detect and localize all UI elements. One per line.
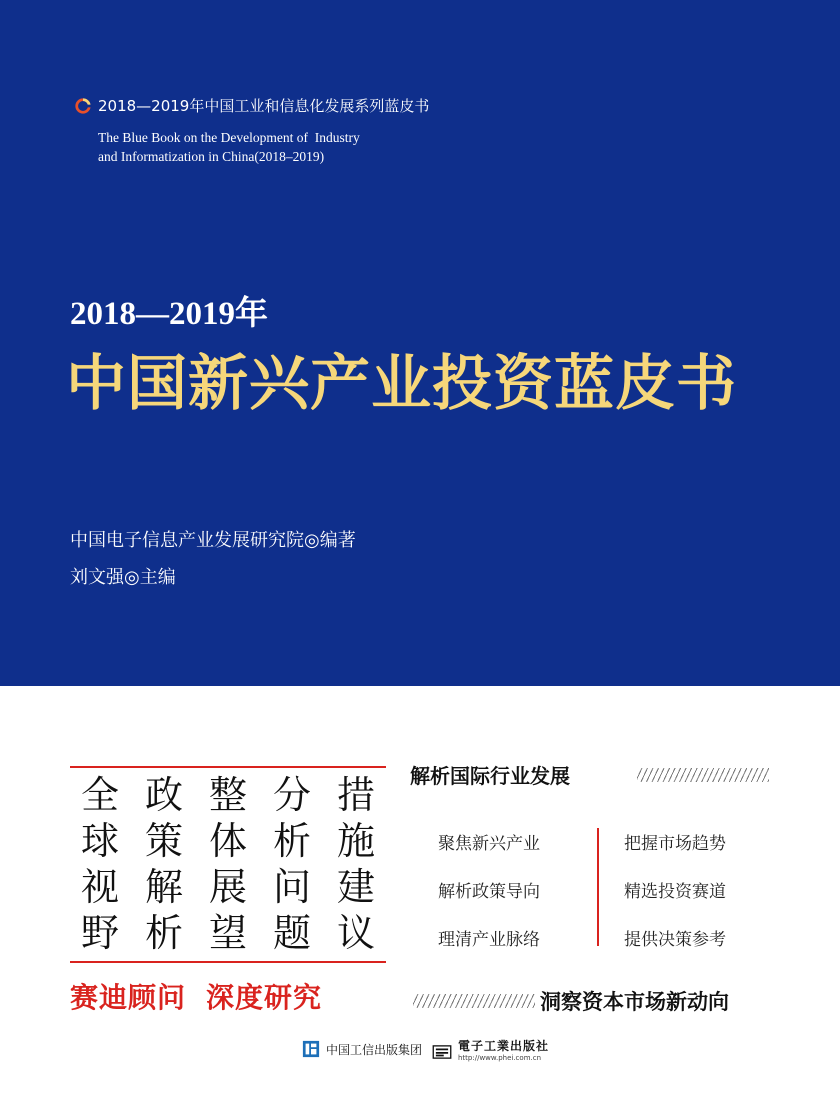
red-divider-bottom <box>70 961 386 963</box>
hatch-decoration-top <box>637 768 769 782</box>
publisher-group <box>302 1040 422 1058</box>
slogan-right: 深度研究 <box>206 981 323 1014</box>
miit-press-logo-icon <box>302 1040 320 1058</box>
grid-char: 望 <box>208 911 247 955</box>
feature-item: 提供决策参考 <box>624 930 726 950</box>
grid-char: 建 <box>336 865 375 909</box>
grid-char: 问 <box>272 865 311 909</box>
hatch-decoration-bottom <box>413 994 535 1008</box>
red-divider-top <box>70 766 386 768</box>
feature-item: 聚焦新兴产业 <box>438 834 540 854</box>
heading-capital-market: 洞察资本市场新动向 <box>540 990 729 1014</box>
grid-char: 析 <box>272 819 311 863</box>
book-year: 2018—2019年 <box>70 296 268 332</box>
slogan-left: 赛迪顾问 <box>70 981 187 1014</box>
grid-char: 策 <box>144 819 183 863</box>
slogan <box>70 976 322 1016</box>
grid-char: 政 <box>144 773 183 817</box>
ccid-logo-icon <box>74 97 92 115</box>
grid-char: 议 <box>336 911 375 955</box>
phei-logo-icon <box>432 1045 452 1059</box>
grid-char: 整 <box>208 773 247 817</box>
series-title-row <box>74 95 429 116</box>
grid-char: 施 <box>336 819 375 863</box>
grid-char: 展 <box>208 865 247 909</box>
heading-international: 解析国际行业发展 <box>410 764 570 788</box>
feature-item: 精选投资赛道 <box>624 882 726 902</box>
series-title: 2018—2019年中国工业和信息化发展系列蓝皮书 <box>98 97 430 115</box>
editor-organization: 中国电子信息产业发展研究院◎编著 <box>70 530 356 551</box>
grid-char: 措 <box>336 773 375 817</box>
chief-editor: 刘文强◎主编 <box>70 567 176 588</box>
highlight-character-grid <box>70 772 386 956</box>
grid-char: 视 <box>80 865 119 909</box>
grid-char: 球 <box>80 819 119 863</box>
feature-item: 理清产业脉络 <box>438 930 540 950</box>
grid-char: 分 <box>272 773 311 817</box>
grid-char: 野 <box>80 911 119 955</box>
feature-divider <box>597 828 599 946</box>
grid-char: 析 <box>144 911 183 955</box>
series-subtitle-en: The Blue Book on the Development of Industry and Informatization in China(2018–2019) <box>98 130 360 164</box>
grid-char: 题 <box>272 911 311 955</box>
feature-item: 解析政策导向 <box>438 882 540 902</box>
book-title: 中国新兴产业投资蓝皮书 <box>66 349 737 419</box>
grid-char: 体 <box>208 819 247 863</box>
publisher-phei-url: http://www.phei.com.cn <box>458 1054 542 1062</box>
feature-item: 把握市场趋势 <box>624 834 726 854</box>
publisher-phei-name: 電子工業出版社 <box>458 1039 550 1053</box>
grid-char: 解 <box>144 865 183 909</box>
grid-char: 全 <box>80 773 119 817</box>
publisher-group-name: 中国工信出版集团 <box>326 1042 423 1057</box>
publisher-phei <box>432 1040 549 1064</box>
